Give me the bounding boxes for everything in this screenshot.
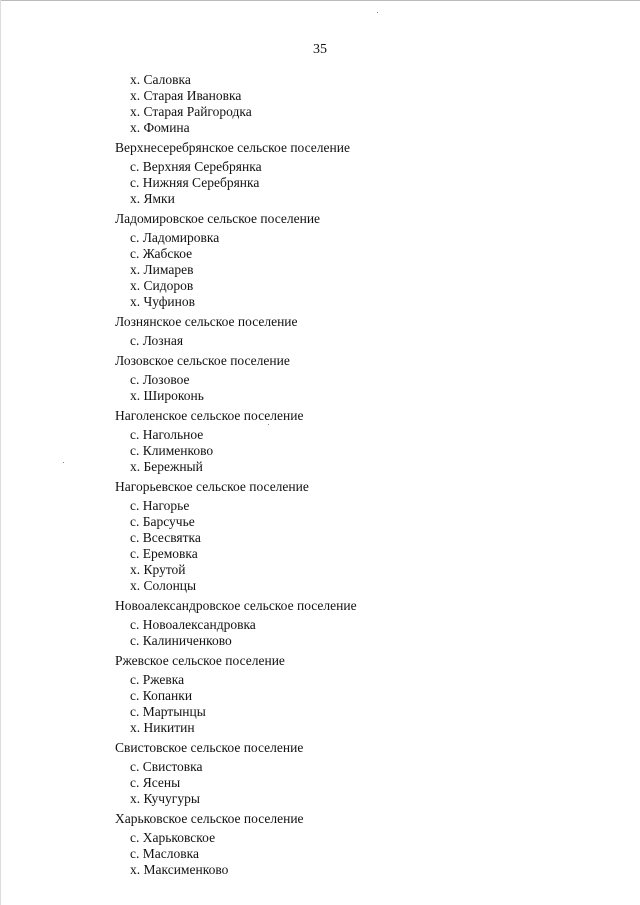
settlement-block [115,140,595,207]
settlement-block [115,598,595,649]
village-item: х. Солонцы [130,578,197,593]
village-item: с. Масловка [130,846,199,861]
settlement-block [115,479,595,594]
village-item: с. Жабское [130,246,193,261]
village-item: с. Ладомировка [130,230,220,245]
settlement-list [115,72,595,878]
settlement-name: Новоалександровское сельское поселение [115,598,357,613]
settlement-block [115,740,595,807]
settlement-name: Лознянское сельское поселение [115,314,298,329]
settlement-name: Ладомировское сельское поселение [115,211,321,226]
village-item: с. Ясены [130,775,181,790]
village-item: х. Чуфинов [130,294,196,309]
village-item: х. Старая Райгородка [130,104,252,119]
village-item: х. Сидоров [130,278,194,293]
village-item: с. Харьковское [130,830,216,845]
village-item: х. Лимарев [130,262,194,277]
village-item: х. Максименково [130,862,229,877]
page-top-edge [0,0,640,1]
village-item: с. Ржевка [130,672,185,687]
settlement-name: Лозовское сельское поселение [115,353,290,368]
village-item: с. Нагольное [130,427,204,442]
settlement-name: Нагорьевское сельское поселение [115,479,309,494]
village-item: х. Фомина [130,120,190,135]
settlement-name: Ржевское сельское поселение [115,653,285,668]
settlement-name: Свистовское сельское поселение [115,740,304,755]
village-item: х. Ямки [130,191,175,206]
settlement-name: Наголенское сельское поселение [115,408,304,423]
village-item: с. Верхняя Серебрянка [130,159,262,174]
settlement-block [115,314,595,349]
village-item: с. Мартынцы [130,704,206,719]
village-item: с. Барсучье [130,514,195,529]
village-item: х. Бережный [130,459,203,474]
scan-speck [63,462,64,463]
settlement-block [115,653,595,736]
village-item: с. Свистовка [130,759,203,774]
village-item: х. Широконь [130,388,204,403]
village-item: с. Нижняя Серебрянка [130,175,260,190]
village-item: с. Копанки [130,688,193,703]
settlement-name: Верхнесеребрянское сельское поселение [115,140,350,155]
village-item: х. Никитин [130,720,195,735]
village-item: х. Кучугуры [130,791,200,806]
village-item: с. Новоалександровка [130,617,256,632]
lead-village-list [115,72,595,136]
village-item: с. Всесвятка [130,530,201,545]
village-item: с. Еремовка [130,546,198,561]
settlement-name: Харьковское сельское поселение [115,811,304,826]
page-left-edge [0,0,1,905]
village-item: х. Старая Ивановка [130,88,242,103]
village-item: с. Клименково [130,443,214,458]
village-item: с. Лозовое [130,372,190,387]
scan-speck [377,12,378,13]
page-number: 35 [313,42,327,57]
village-item: с. Калиниченково [130,633,232,648]
settlement-block [115,211,595,310]
village-item: с. Лозная [130,333,184,348]
village-item: х. Саловка [130,72,191,87]
village-item: с. Нагорье [130,498,190,513]
settlement-block [115,811,595,878]
settlement-block [115,408,595,475]
settlement-block [115,353,595,404]
village-item: х. Крутой [130,562,186,577]
